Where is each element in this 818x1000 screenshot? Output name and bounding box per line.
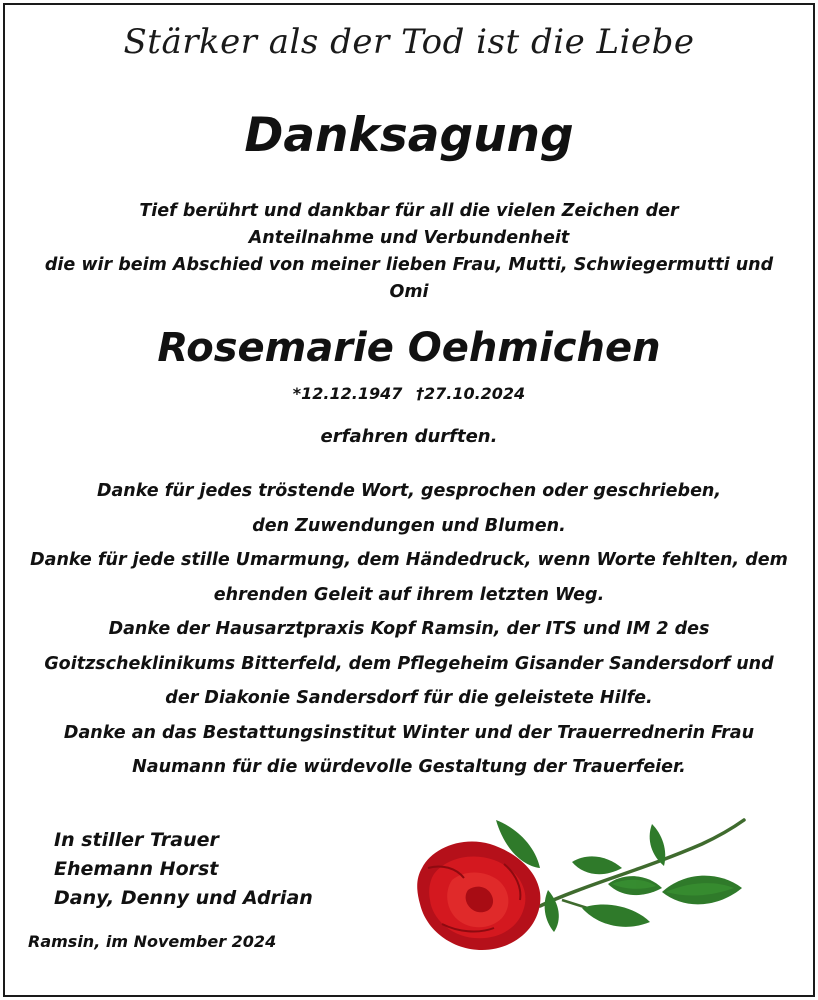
life-dates bbox=[0, 384, 818, 403]
intro-line: Omi bbox=[389, 282, 429, 302]
death-date: †27.10.2024 bbox=[415, 384, 526, 403]
signature-line: Ehemann Horst bbox=[54, 858, 219, 880]
birth-date: *12.12.1947 bbox=[292, 384, 403, 403]
signature-block bbox=[54, 826, 374, 913]
thanks-line: ehrenden Geleit auf ihrem letzten Weg. bbox=[213, 584, 605, 605]
intro-line: Anteilnahme und Verbundenheit bbox=[248, 228, 570, 248]
intro-line: Tief berührt und dankbar für all die vielen Zeichen der bbox=[139, 201, 679, 221]
thanks-line: den Zuwendungen und Blumen. bbox=[252, 515, 566, 536]
page-title: Danksagung bbox=[244, 108, 574, 163]
deceased-name: Rosemarie Oehmichen bbox=[157, 325, 661, 371]
place-date: Ramsin, im November 2024 bbox=[28, 932, 277, 951]
thanks-line: Danke der Hausarztpraxis Kopf Ramsin, der ITS und IM 2 des bbox=[108, 619, 710, 639]
thanks-line: Danke für jede stille Umarmung, dem Händedruck, wenn Worte fehlten, dem bbox=[30, 550, 788, 570]
thanks-line: Naumann für die würdevolle Gestaltung der Trauerfeier. bbox=[132, 757, 686, 777]
signature-line: In stiller Trauer bbox=[54, 829, 219, 851]
thanks-text bbox=[16, 474, 802, 785]
thanks-line: der Diakonie Sandersdorf für die geleistete Hilfe. bbox=[165, 688, 653, 708]
red-rose-icon bbox=[412, 808, 762, 958]
thanks-line: Danke an das Bestattungsinstitut Winter und der Trauerrednerin Frau bbox=[63, 722, 755, 743]
thanks-line: Danke für jedes tröstende Wort, gesprochen oder geschrieben, bbox=[96, 481, 722, 501]
learned-text: erfahren durften. bbox=[320, 426, 498, 447]
signature-line: Dany, Denny und Adrian bbox=[54, 887, 313, 909]
intro-line: die wir beim Abschied von meiner lieben Frau, Mutti, Schwiegermutti und bbox=[44, 255, 774, 275]
thanks-line: Goitzscheklinikums Bitterfeld, dem Pflegeheim Gisander Sandersdorf und bbox=[44, 653, 774, 674]
motto: Stärker als der Tod ist die Liebe bbox=[123, 22, 695, 62]
intro-text bbox=[20, 198, 798, 306]
